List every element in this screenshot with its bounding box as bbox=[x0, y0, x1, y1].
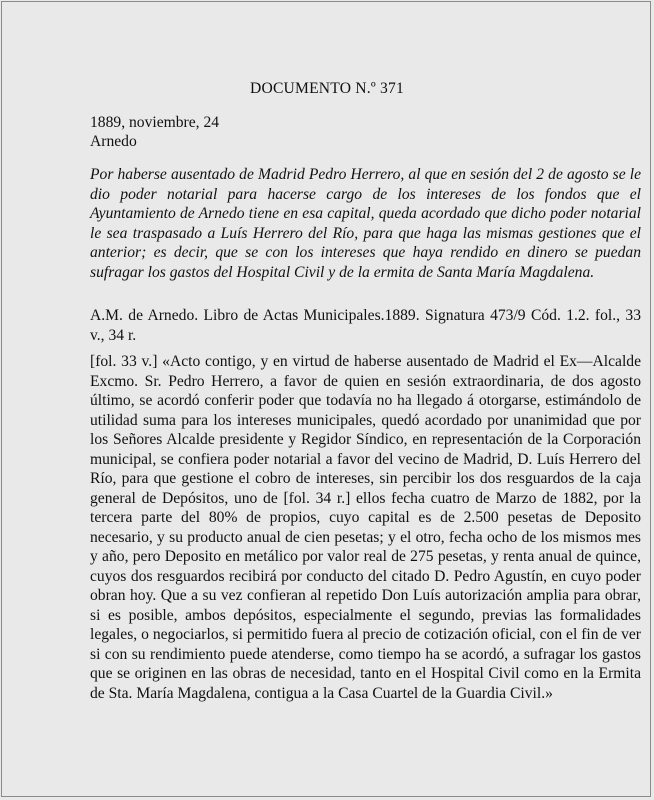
document-date: 1889, noviembre, 24 bbox=[90, 114, 220, 131]
document-page bbox=[1, 1, 651, 797]
document-place: Arnedo bbox=[90, 133, 137, 150]
document-transcript: [fol. 33 v.] «Acto contigo, y en virtud de haberse ausentado de Madrid el Ex—Alcalde Excmo. Sr. Pedro Herrero, a favor de quien en sesión extraordinaria, de dos agosto último, se acordó conferir poder que todavía no ha llegado á otorgarse, estimándolo de utilidad suma para los intereses municipales, quedó acordado por unanimidad que por los Señores Alcalde presidente y Regidor Síndico, en representación de la Corporación municipal, se confiera poder notarial a favor del vecino de Madrid, D. Luís Herrero del Río, para que gestione el cobro de intereses, sin percibir los dos resguardos de la caja general de Depósitos, uno de [fol. 34 r.] ellos fecha cuatro de Marzo de 1882, por la tercera parte del 80% de propios, cuyo capital es de 2.500 pesetas de Deposito necesario, y su producto anual de cien pesetas; y el otro, fecha ocho de los mismos mes y año, pero Deposito en metálico por valor real de 275 pesetas, y renta anual de quince, cuyos dos resguardos recibirá por conducto del citado D. Pedro Agustín, en cuyo poder obran hoy. Que a su vez confieran al repetido Don Luís autorización amplia para obrar, si es posible, ambos depósitos, especialmente el segundo, previas las formalidades legales, o negociarlos, si permitido fuera al precio de cotización oficial, con el fin de ver si con su rendimiento puede atenderse, como tiempo ha se acordó, a sufragar los gastos que se originen en las obras de necesidad, tanto en el Hospital Civil como en la Ermita de Sta. María Magdalena, contigua a la Casa Cuartel de la Guardia Civil.» bbox=[90, 353, 641, 702]
document-summary: Por haberse ausentado de Madrid Pedro Herrero, al que en sesión del 2 de agosto se le dio poder notarial para hacerse cargo de los intereses de los fondos que el Ayuntamiento de Arnedo tiene en esa capital, queda acordado que dicho poder notarial le sea traspasado a Luís Herrero del Río, para que haga las mismas gestiones que el anterior; es decir, que se con los intereses que haya rendido en dinero se puedan sufragar los gastos del Hospital Civil y de la ermita de Santa María Magdalena. bbox=[90, 166, 641, 281]
document-title: DOCUMENTO N.º 371 bbox=[250, 80, 404, 97]
archive-source-reference: A.M. de Arnedo. Libro de Actas Municipales.1889. Signatura 473/9 Cód. 1.2. fol., 33 v., 34 r. bbox=[90, 307, 641, 344]
